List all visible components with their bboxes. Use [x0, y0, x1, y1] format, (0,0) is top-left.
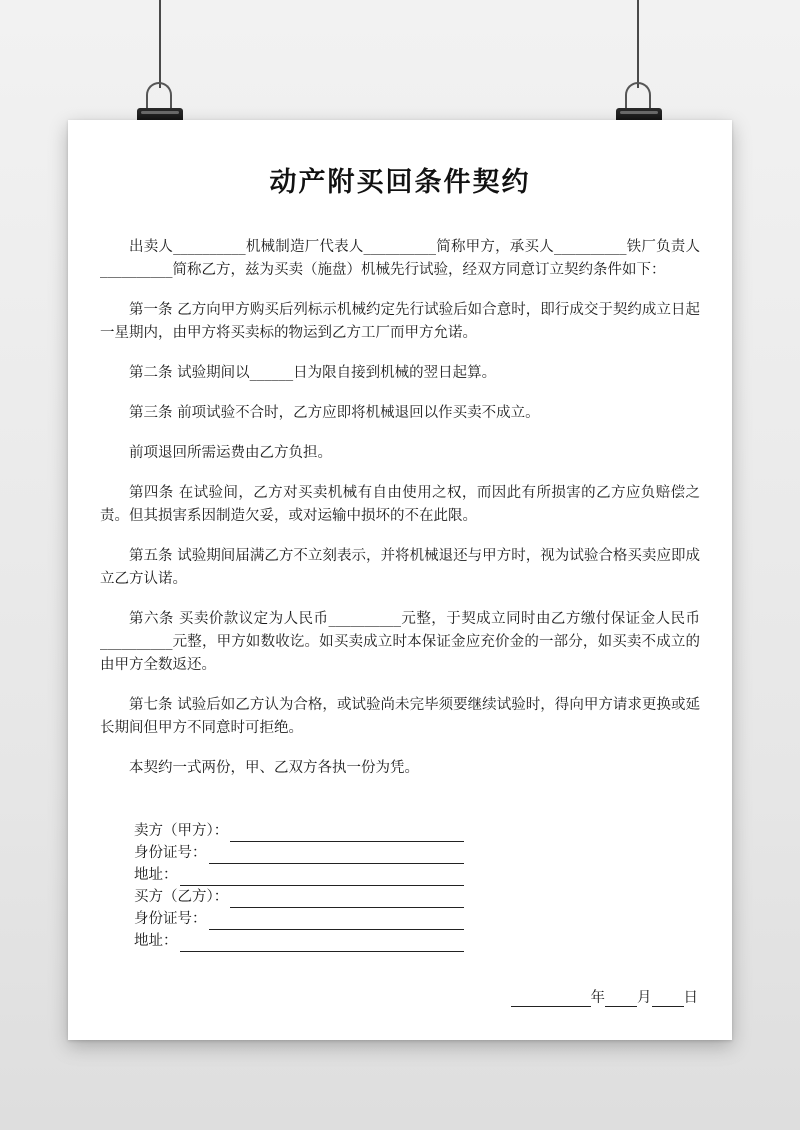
hanging-wire-right	[637, 0, 639, 88]
paragraph-article-2: 第二条 试验期间以______日为限自接到机械的翌日起算。	[129, 365, 497, 381]
seller-id-label: 身份证号：	[134, 845, 207, 861]
buyer-id-line[interactable]	[209, 913, 465, 930]
paragraph-article-7: 第七条 试验后如乙方认为合格，或试验尚未完毕须要继续试验时，得向甲方请求更换或延长期间但甲方不同意时可拒绝。	[100, 697, 700, 736]
buyer-address-label: 地址：	[134, 933, 178, 949]
buyer-id-label: 身份证号：	[134, 911, 207, 927]
date-month-label: 月	[637, 990, 652, 1006]
paragraph-article-6: 第六条 买卖价款议定为人民币__________元整，于契成立同时由乙方缴付保证金人民币__________元整，甲方如数收讫。如买卖成立时本保证金应充价金的一部分，如买卖不成立的由甲方全数返还。	[100, 611, 700, 673]
paragraph-article-1: 第一条 乙方向甲方购买后列标示机械约定先行试验后如合意时，即行成交于契约成立日起一星期内，由甲方将买卖标的物运到乙方工厂而甲方允诺。	[100, 302, 700, 341]
seller-row	[134, 820, 464, 842]
date-day-label: 日	[683, 990, 698, 1006]
date-line	[511, 986, 699, 1007]
hanging-wire-left	[159, 0, 161, 88]
paragraph-article-3: 第三条 前项试验不合时，乙方应即将机械退回以作买卖不成立。	[129, 405, 540, 421]
buyer-line[interactable]	[230, 891, 464, 908]
paragraph-freight-note: 前项退回所需运费由乙方负担。	[129, 445, 332, 461]
paragraph-copies: 本契约一式两份，甲、乙双方各执一份为凭。	[129, 760, 419, 776]
seller-label: 卖方（甲方）：	[134, 823, 229, 839]
date-year-label: 年	[590, 990, 605, 1006]
seller-address-line[interactable]	[180, 869, 465, 886]
signature-block	[134, 820, 464, 952]
buyer-label: 买方（乙方）：	[134, 889, 229, 905]
paragraph-article-4: 第四条 在试验间，乙方对买卖机械有自由使用之权，而因此有所损害的乙方应负赔偿之责。但其损害系因制造欠妥，或对运输中损坏的不在此限。	[100, 485, 700, 524]
date-month-blank[interactable]	[605, 990, 637, 1007]
seller-line[interactable]	[230, 825, 464, 842]
buyer-address-line[interactable]	[180, 935, 465, 952]
document-title: 动产附买回条件契约	[269, 167, 531, 198]
buyer-row	[134, 886, 464, 908]
seller-id-row	[134, 842, 464, 864]
paragraph-article-5: 第五条 试验期间届满乙方不立刻表示，并将机械退还与甲方时，视为试验合格买卖应即成立乙方认诺。	[100, 548, 700, 587]
paragraph-intro: 出卖人__________机械制造厂代表人__________简称甲方，承买人__________铁厂负责人__________简称乙方，兹为买卖（施盘）机械先行试验，经双方同意订立契约条件如下：	[100, 239, 700, 278]
seller-address-row	[134, 864, 464, 886]
seller-id-line[interactable]	[209, 847, 465, 864]
contract-body	[100, 236, 700, 797]
date-year-blank[interactable]	[511, 990, 591, 1007]
buyer-address-row	[134, 930, 464, 952]
document-page	[68, 120, 732, 1040]
buyer-id-row	[134, 908, 464, 930]
date-day-blank[interactable]	[652, 990, 684, 1007]
seller-address-label: 地址：	[134, 867, 178, 883]
